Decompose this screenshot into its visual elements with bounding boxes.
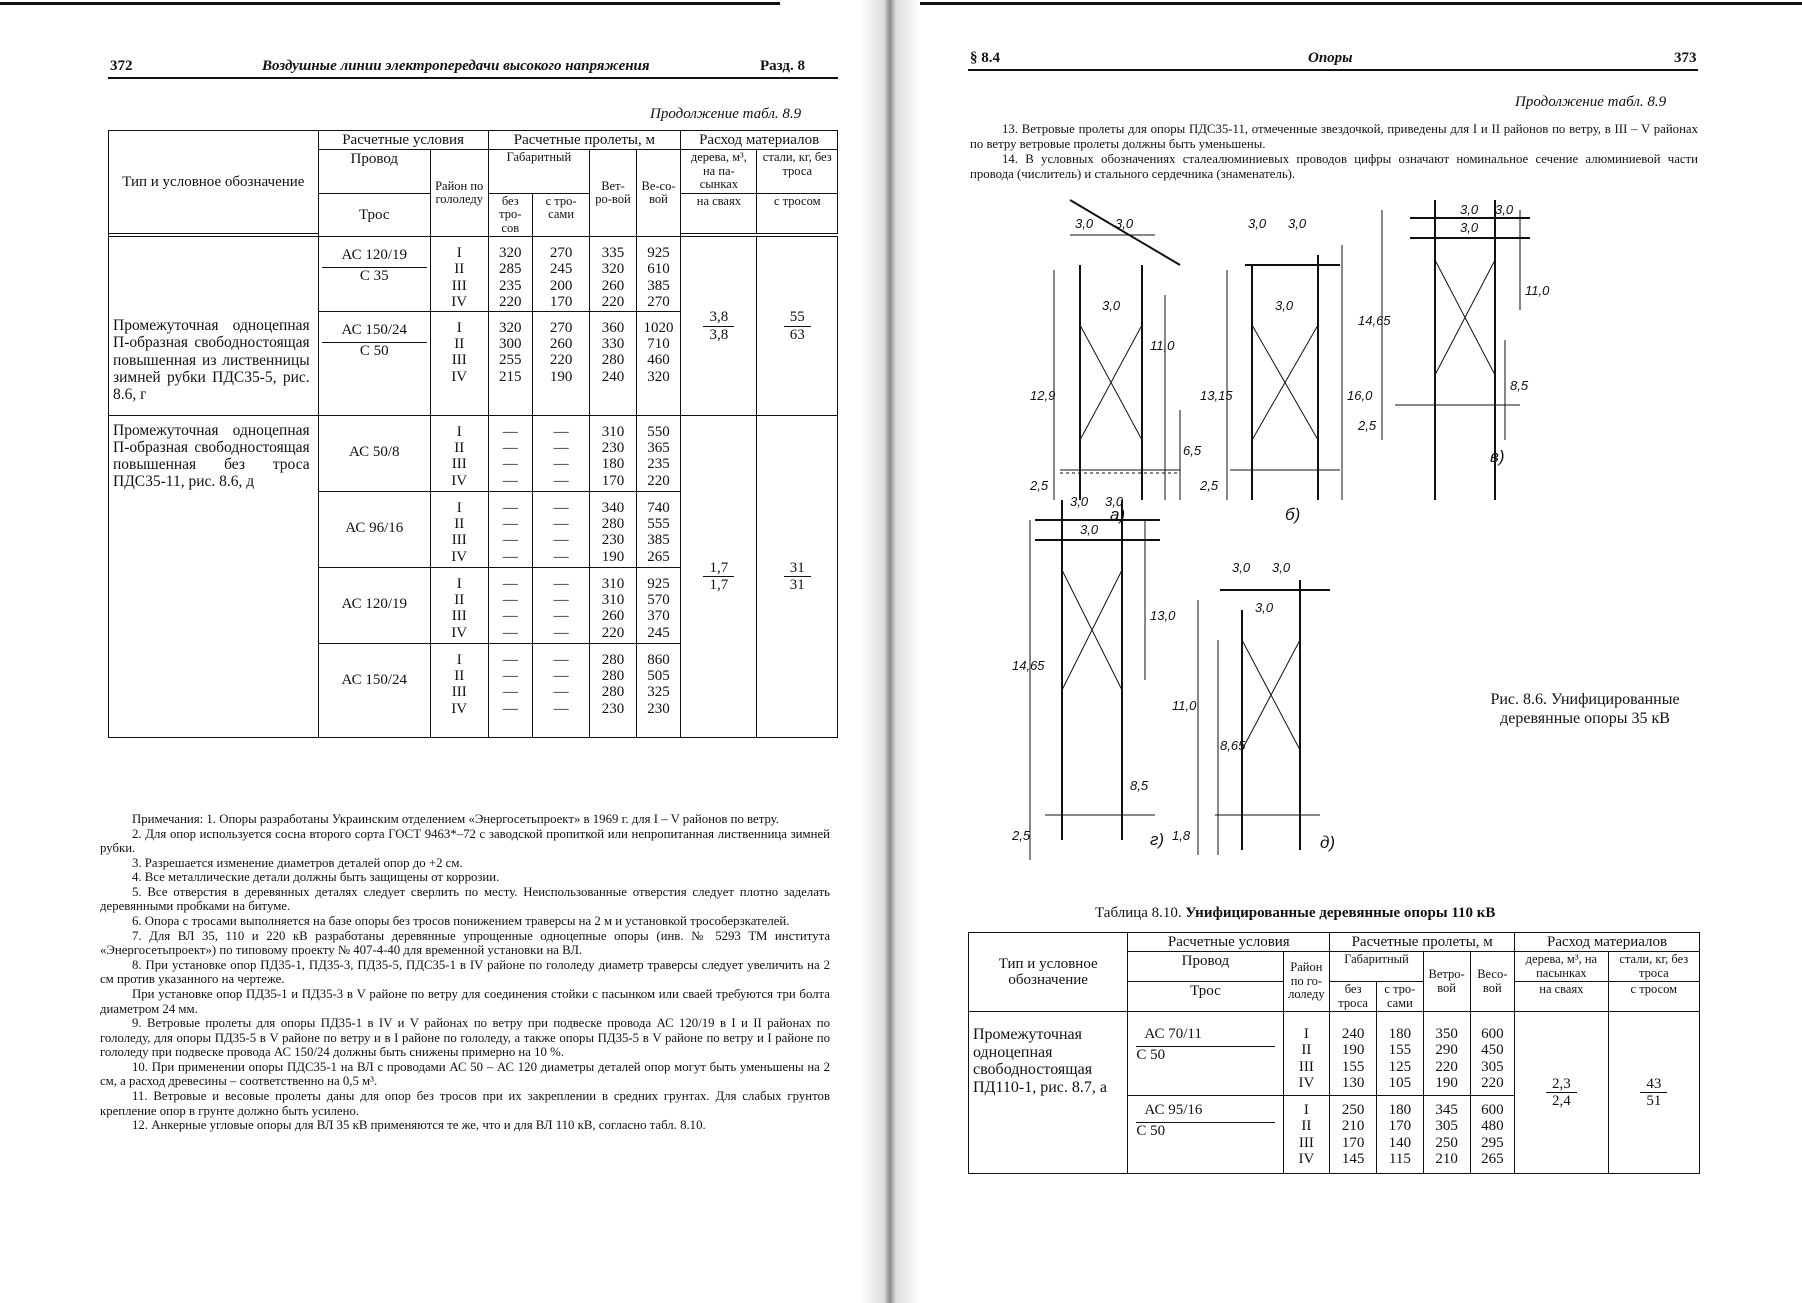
dim-text: 3,0: [1102, 298, 1121, 313]
col-header-materials: Расход материалов: [1515, 933, 1700, 952]
value-cell: 340 280 230 190: [590, 491, 637, 567]
running-title: Опоры: [1308, 50, 1353, 66]
value-cell: 925 610 385 270: [636, 237, 680, 312]
col-header-with-cable-2: с тросом: [757, 193, 838, 234]
col-header-materials: Расход материалов: [681, 131, 838, 150]
note-paragraph: 12. Анкерные угловые опоры для ВЛ 35 кВ применяются те же, что и для ВЛ 110 кВ, согласно табл. 8.10.: [132, 1118, 706, 1133]
top-rule: [0, 2, 780, 5]
col-header-on-piles: на сваях: [1515, 982, 1609, 1012]
support-g-drawing: [1030, 500, 1160, 860]
notes-block: [970, 122, 1698, 181]
dim-text: 3,0: [1232, 560, 1251, 575]
steel-value-2: 51: [1646, 1093, 1662, 1110]
dim-text: 14,65: [1012, 658, 1045, 673]
type-description: Промежуточная одноцепная П-образная свободностоящая повышенная без троса ПДС35-11, рис. 8.6, д: [109, 415, 319, 737]
wood-value-2: 2,4: [1552, 1093, 1571, 1110]
wire-cell: АС 120/19: [322, 247, 427, 268]
header-rule: [108, 77, 838, 79]
table-title-text: Унифицированные деревянные опоры 110 кВ: [1185, 905, 1496, 921]
district-cell: I II III IV: [430, 491, 488, 567]
value-cell: — — — —: [533, 567, 590, 643]
note-paragraph: 11. Ветровые и весовые пролеты даны для опор без тросов при их закреплении в средних грунтах. Для слабых грунтов крепление опор в грунте должно быть усилено.: [100, 1088, 830, 1118]
wire-cell: АС 50/8: [318, 415, 430, 491]
value-cell: 550 365 235 220: [636, 415, 680, 491]
wood-value: 1,7: [703, 560, 734, 577]
value-cell: — — — —: [533, 643, 590, 737]
dim-text: 2,5: [1012, 828, 1031, 843]
cable-cell: С 50: [359, 343, 389, 360]
col-header-conditions: Расчетные условия: [1128, 933, 1330, 952]
col-header-cable: Трос: [318, 193, 430, 237]
table-row: [109, 237, 838, 312]
value-cell: 740 555 385 265: [636, 491, 680, 567]
col-header-district: Район по го-лоледу: [1283, 952, 1330, 1012]
col-header-weight: Ве-со-вой: [636, 150, 680, 237]
wire-cell: АС 120/19: [318, 567, 430, 643]
value-cell: — — — —: [533, 415, 590, 491]
col-header-clearance: Габаритный: [1330, 952, 1424, 982]
dim-text: 11,0: [1172, 698, 1197, 713]
dim-text: 3,0: [1275, 298, 1294, 313]
wire-cell: АС 70/11: [1136, 1026, 1274, 1047]
dim-text: 3,0: [1255, 600, 1274, 615]
note-paragraph: 9. Ветровые пролеты для опоры ПД35-1 в IV и V районах по ветру при подвеске провода АС 120/19 в I и II районах по гололеду, для опоры ПД35-5 в V районе по ветру и в I районе по гололеду, а также опоры ПД35-5 в V районе по ветру и I районе по гололеду при подвеске провода АС 150/24 должны быть снижены примерно на 10 %.: [100, 1016, 830, 1060]
col-header-wire: Провод: [318, 150, 430, 194]
wood-value-2: 3,8: [709, 326, 729, 343]
dim-text: 8,65: [1220, 738, 1246, 753]
table-row: [969, 1012, 1700, 1096]
col-header-weight: Весо-вой: [1470, 952, 1515, 1012]
dim-text: 6,5: [1183, 443, 1202, 458]
cable-cell: С 50: [1136, 1123, 1166, 1140]
col-header-type: Тип и условное обозначение: [109, 131, 319, 234]
figure-label-b: б): [1285, 505, 1301, 524]
value-cell: 270 245 200 170: [533, 237, 590, 312]
dimension-label: [1357, 202, 1550, 466]
note-paragraph: Примечания: 1. Опоры разработаны Украинским отделением «Энергосетьпроект» в 1969 г. для I – V районов по ветру.: [132, 812, 780, 826]
right-page: [900, 0, 1802, 1303]
col-header-no-cable: без тро-сов: [488, 193, 532, 237]
note-paragraph: 10. При применении опоры ПДС35-1 на ВЛ с проводами АС 50 – АС 120 диаметры деталей опор могут быть уменьшены на 2 см, а расход древесины – соответственно на 0,5 м³.: [100, 1059, 830, 1089]
dim-text: 8,5: [1510, 378, 1529, 393]
col-header-no-cable: без троса: [1330, 982, 1377, 1012]
value-cell: 860 505 325 230: [636, 643, 680, 737]
col-header-wind: Ветро-вой: [1423, 952, 1470, 1012]
wire-cell: АС 95/16: [1136, 1102, 1274, 1123]
value-cell: 350 290 220 190: [1423, 1012, 1470, 1096]
note-paragraph: 6. Опора с тросами выполняется на базе опоры без тросов понижением траверсы на 2 м и установкой трособерзкателей.: [132, 914, 790, 929]
value-cell: 180 155 125 105: [1377, 1012, 1424, 1096]
header-rule: [968, 69, 1698, 71]
value-cell: — — — —: [488, 567, 532, 643]
wood-value: 3,8: [703, 309, 734, 326]
table-8-10: [968, 932, 1700, 1174]
dim-text: 3,0: [1070, 494, 1089, 509]
col-header-with-cable-2: с тросом: [1608, 982, 1699, 1012]
value-cell: 270 260 220 190: [533, 311, 590, 415]
dim-text: 13,15: [1200, 388, 1233, 403]
running-title: Воздушные линии электропередачи высокого напряжения: [262, 58, 650, 74]
top-rule: [920, 2, 1802, 5]
value-cell: — — — —: [488, 491, 532, 567]
wire-cell: АС 150/24: [322, 322, 427, 343]
district-cell: I II III IV: [430, 567, 488, 643]
note-paragraph: При установке опор ПД35-1 и ПД35-3 в V районе по ветру для соединения стойки с пасынком или сваей требуются три болта диаметром 24 мм.: [100, 986, 830, 1016]
wire-cell: АС 150/24: [318, 643, 430, 737]
figure-8-6: [1012, 200, 1700, 880]
note-paragraph: 13. Ветровые пролеты для опоры ПДС35-11, отмеченные звездочкой, приведены для I и II районов по ветру, в III – V районах по ветру ветровые пролеты должны быть уменьшены.: [970, 122, 1698, 151]
dim-text: 13,0: [1150, 608, 1176, 623]
note-paragraph: 2. Для опор используется сосна второго сорта ГОСТ 9463*–72 с заводской пропиткой или непропитанная лиственница зимней рубки.: [100, 826, 830, 856]
table-title: [1095, 905, 1495, 922]
value-cell: 345 305 250 210: [1423, 1096, 1470, 1174]
dim-text: 2,5: [1030, 478, 1049, 493]
section-label: § 8.4: [970, 50, 1000, 66]
dim-text: 3,0: [1248, 216, 1267, 231]
district-cell: I II III IV: [430, 643, 488, 737]
value-cell: 335 320 260 220: [590, 237, 637, 312]
value-cell: — — — —: [488, 415, 532, 491]
district-cell: I II III IV: [1283, 1096, 1330, 1174]
wood-value: 2,3: [1546, 1076, 1577, 1093]
value-cell: — — — —: [488, 643, 532, 737]
value-cell: 1020 710 460 320: [636, 311, 680, 415]
col-header-on-piles: на сваях: [681, 193, 757, 234]
figure-label-a: а): [1110, 505, 1126, 524]
value-cell: 320 300 255 215: [488, 311, 532, 415]
dim-text: 3,0: [1288, 216, 1307, 231]
value-cell: 925 570 370 245: [636, 567, 680, 643]
steel-value: 55: [784, 309, 811, 326]
dim-text: 1,8: [1172, 828, 1191, 843]
value-cell: 310 230 180 170: [590, 415, 637, 491]
dim-text: 8,5: [1130, 778, 1149, 793]
dim-text: 12,9: [1030, 388, 1056, 403]
dim-text: 16,0: [1347, 388, 1373, 403]
note-paragraph: 7. Для ВЛ 35, 110 и 220 кВ разработаны деревянные упрощенные одноцепные опоры (инв. № 5293 ТМ института «Энергосетьпроект») по типовому проекту № 407-4-40 для временной установки на ВЛ.: [100, 928, 830, 958]
table-continuation: Продолжение табл. 8.9: [1515, 94, 1667, 110]
col-header-steel: стали, кг, без троса: [1608, 952, 1699, 982]
dim-text: 3,0: [1272, 560, 1291, 575]
cable-cell: С 35: [359, 268, 389, 285]
dim-text: 3,0: [1115, 216, 1134, 231]
figure-label-v: в): [1490, 447, 1505, 466]
col-header-cable: Трос: [1128, 982, 1283, 1012]
left-page: [0, 0, 880, 1303]
col-header-spans: Расчетные пролеты, м: [1330, 933, 1515, 952]
support-b-drawing: [1227, 245, 1342, 500]
page-number: 372: [110, 58, 133, 74]
note-paragraph: 8. При установке опор ПД35-1, ПД35-3, ПД35-5, ПДС35-1 в IV районе по гололеду диаметр траверсы следует увеличить на 2 см против указанного на чертеже.: [100, 957, 830, 987]
col-header-with-cable: с тро-сами: [1377, 982, 1424, 1012]
dim-text: 2,5: [1358, 418, 1377, 433]
steel-value-2: 63: [789, 326, 805, 343]
dim-text: 3,0: [1495, 202, 1514, 217]
support-v-drawing: [1382, 200, 1530, 500]
figure-caption: Рис. 8.6. Унифицированные деревянные опоры 35 кВ: [1490, 691, 1680, 728]
note-paragraph: 3. Разрешается изменение диаметров деталей опор до +2 см.: [132, 855, 463, 870]
value-cell: 320 285 235 220: [488, 237, 532, 312]
page-number: 373: [1674, 50, 1697, 66]
type-description: Промежуточная одноцепная свободностоящая ПД110-1, рис. 8.7, а: [969, 1012, 1128, 1174]
col-header-type: Тип и условное обозначение: [969, 933, 1128, 1012]
col-header-wire: Провод: [1128, 952, 1283, 982]
dim-text: 3,0: [1075, 216, 1094, 231]
type-description: Промежуточная одноцепная П-образная свободностоящая повышенная из лиственницы зимней рубки ПДС35-5, рис. 8.6, г: [109, 311, 319, 415]
dim-text: 3,0: [1080, 522, 1099, 537]
note-paragraph: 5. Все отверстия в деревянных деталях следует сверлить по месту. Неиспользованные отверстия следует плотно заделать деревянными пробками на битуме.: [100, 884, 830, 914]
col-header-wood: дерева, м³, на па-сынках: [681, 150, 757, 194]
steel-value-2: 31: [789, 576, 805, 593]
value-cell: 240 190 155 130: [1330, 1012, 1377, 1096]
value-cell: 250 210 170 145: [1330, 1096, 1377, 1174]
support-d-drawing: [1198, 580, 1330, 855]
col-header-with-cable: с тро-сами: [533, 193, 590, 237]
col-header-clearance: Габаритный: [488, 150, 590, 194]
steel-value: 43: [1640, 1076, 1667, 1093]
dimension-label: [1011, 494, 1176, 849]
note-paragraph: 14. В условных обозначениях сталеалюминиевых проводов цифры означают номинальное сечение алюминиевой части провода (числитель) и стального сердечника (знаменатель).: [970, 151, 1698, 181]
wood-value-2: 1,7: [709, 576, 729, 593]
dim-text: 3,0: [1460, 220, 1479, 235]
col-header-district: Район по гололеду: [430, 150, 488, 237]
col-header-steel: стали, кг, без троса: [757, 150, 838, 194]
dim-text: 11,0: [1150, 338, 1175, 353]
table-title-prefix: Таблица 8.10.: [1095, 905, 1182, 921]
dim-text: 11,0: [1525, 283, 1550, 298]
district-cell: I II III IV: [430, 237, 488, 312]
value-cell: 600 480 295 265: [1470, 1096, 1515, 1174]
col-header-wood: дерева, м³, на пасынках: [1515, 952, 1609, 982]
col-header-conditions: Расчетные условия: [318, 131, 488, 150]
col-header-wind: Вет-ро-вой: [590, 150, 637, 237]
dim-text: 3,0: [1460, 202, 1479, 217]
district-cell: I II III IV: [430, 311, 488, 415]
table-row: [109, 415, 838, 491]
notes-block: [100, 812, 830, 1133]
figure-label-g: г): [1150, 830, 1165, 849]
steel-value: 31: [784, 560, 811, 577]
figure-label-d: д): [1320, 833, 1336, 852]
note-paragraph: 4. Все металлические детали должны быть защищены от коррозии.: [132, 870, 500, 885]
table-continuation: Продолжение табл. 8.9: [650, 106, 802, 122]
section-label: Разд. 8: [760, 58, 806, 74]
dimension-label: [1199, 216, 1373, 524]
district-cell: I II III IV: [1283, 1012, 1330, 1096]
table-8-9: [108, 130, 838, 738]
value-cell: 310 310 260 220: [590, 567, 637, 643]
wire-cell: АС 96/16: [318, 491, 430, 567]
cable-cell: С 50: [1136, 1047, 1166, 1064]
dim-text: 3,0: [1105, 494, 1124, 509]
value-cell: 280 280 280 230: [590, 643, 637, 737]
dimension-label: [1172, 560, 1335, 852]
district-cell: I II III IV: [430, 415, 488, 491]
dim-text: 14,65: [1358, 313, 1391, 328]
value-cell: — — — —: [533, 491, 590, 567]
value-cell: 180 170 140 115: [1377, 1096, 1424, 1174]
value-cell: 360 330 280 240: [590, 311, 637, 415]
dim-text: 2,5: [1200, 478, 1219, 493]
col-header-spans: Расчетные пролеты, м: [488, 131, 681, 150]
value-cell: 600 450 305 220: [1470, 1012, 1515, 1096]
